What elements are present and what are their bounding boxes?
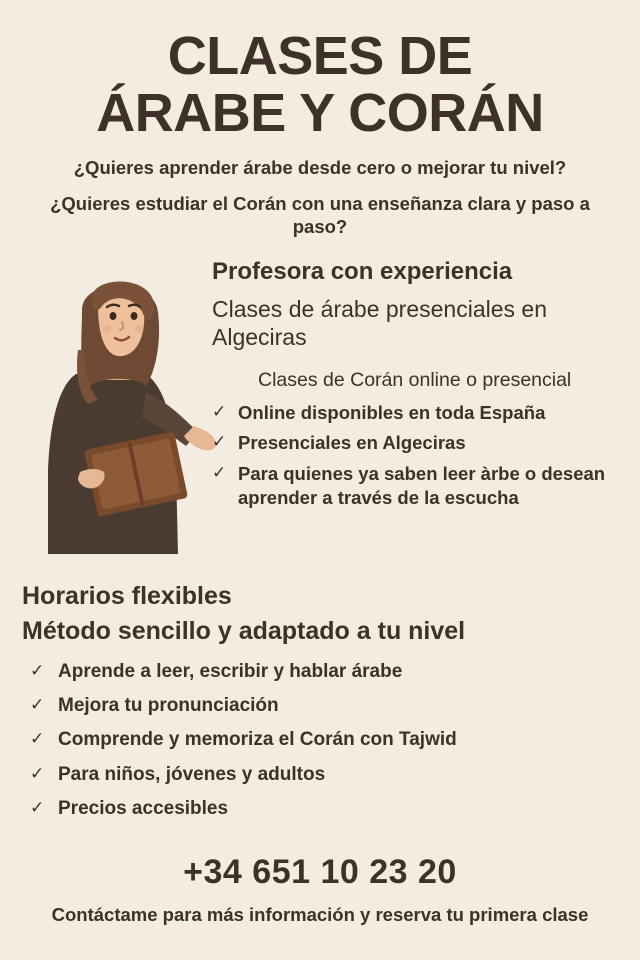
middle-text-block	[212, 258, 640, 517]
list-item	[30, 763, 618, 787]
list-item	[30, 797, 618, 821]
middle-section	[0, 250, 640, 580]
intro-question-2: ¿Quieres estudiar el Corán con una enseñanza clara y paso a paso?	[50, 192, 590, 237]
footer-section	[0, 853, 640, 926]
list-item	[30, 660, 618, 684]
list-item-label: Online disponibles en toda España	[238, 401, 546, 423]
check-icon: ✓	[30, 695, 45, 715]
list-item	[212, 462, 640, 509]
lower-heading-1: Horarios flexibles	[22, 581, 232, 610]
lower-section	[0, 580, 640, 822]
check-icon: ✓	[30, 798, 45, 818]
title-line-2: ÁRABE Y CORÁN	[96, 83, 544, 144]
check-icon: ✓	[212, 401, 227, 421]
list-item	[212, 431, 640, 455]
list-item	[212, 401, 640, 425]
list-item-label: Aprende a leer, escribir y hablar árabe	[58, 660, 403, 682]
intro-question-1: ¿Quieres aprender árabe desde cero o mejorar tu nivel?	[73, 157, 567, 179]
phone-number[interactable]: +34 651 10 23 20	[183, 853, 457, 891]
check-icon: ✓	[30, 660, 45, 680]
middle-benefits-list	[212, 401, 640, 510]
list-item-label: Precios accesibles	[58, 798, 229, 820]
check-icon: ✓	[212, 432, 227, 452]
check-icon: ✓	[30, 729, 45, 749]
list-item-label: Presenciales en Algeciras	[238, 432, 466, 454]
intro-questions	[0, 142, 640, 237]
lower-heading-2: Método sencillo y adaptado a tu nivel	[22, 616, 466, 645]
page-title	[0, 0, 640, 142]
list-item-label: Comprende y memoriza el Corán con Tajwid	[58, 729, 457, 751]
woman-with-book-illustration	[18, 254, 218, 574]
middle-third-line: Clases de Corán online o presencial	[258, 369, 572, 392]
contact-call-to-action: Contáctame para más información y reserva tu primera clase	[51, 904, 589, 925]
lower-benefits-list	[30, 660, 618, 822]
title-line-1: CLASES DE	[167, 26, 473, 86]
list-item-label: Mejora tu pronunciación	[58, 695, 279, 717]
middle-heading: Profesora con experiencia	[212, 257, 513, 285]
middle-subheading: Clases de árabe presenciales en Algeciras	[212, 296, 547, 350]
list-item	[30, 728, 618, 752]
list-item-label: Para niños, jóvenes y adultos	[58, 763, 326, 785]
check-icon: ✓	[212, 463, 227, 483]
check-icon: ✓	[30, 763, 45, 783]
list-item	[30, 694, 618, 718]
list-item-label: Para quienes ya saben leer àrbe o desean aprender a través de la escucha	[238, 463, 606, 508]
